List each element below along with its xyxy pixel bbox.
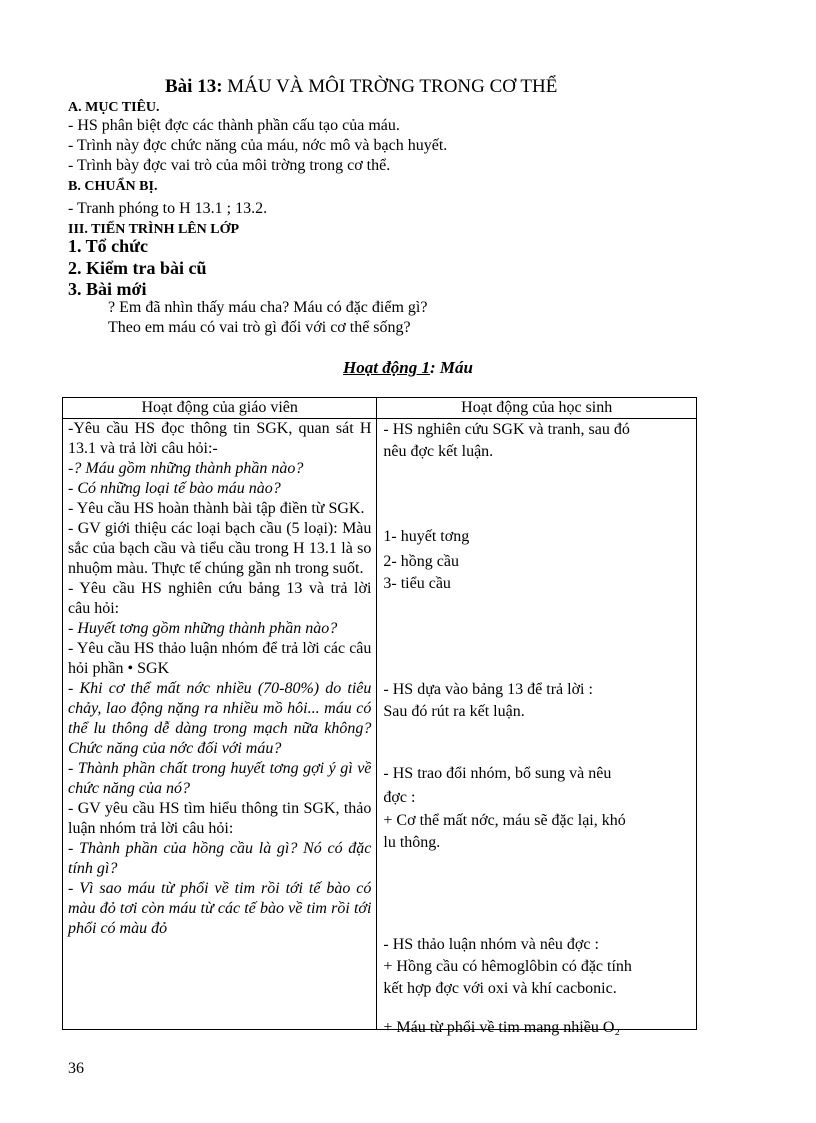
teacher-question: - Thành phần của hồng cầu là gì? Nó có đặc tính gì? <box>68 840 372 877</box>
answer-item: 1- huyết tơng <box>383 528 470 545</box>
activity-topic: : Máu <box>429 358 473 377</box>
student-line: đợc : <box>383 789 416 806</box>
intro-question: ? Em đã nhìn thấy máu cha? Máu có đặc điểm gì? <box>108 299 428 316</box>
teacher-activities-cell <box>63 419 377 1030</box>
lesson-colon: : <box>216 76 223 97</box>
lesson-title <box>165 76 557 98</box>
teacher-step: - Yêu cầu HS thảo luận nhóm để trả lời các câu hỏi phần • SGK <box>68 640 372 677</box>
student-line: kết hợp đợc với oxi và khí cacbonic. <box>383 980 617 997</box>
activity-label: Hoạt động 1 <box>343 358 430 377</box>
student-column-header: Hoạt động của học sinh <box>377 398 697 419</box>
teacher-question: -? Máu gồm những thành phần nào? <box>68 460 304 477</box>
step-review: 2. Kiểm tra bài cũ <box>68 258 207 278</box>
student-line: + Hồng cầu có hêmoglôbin có đặc tính <box>383 958 632 975</box>
teacher-step: - Yêu cầu HS hoàn thành bài tập điền từ SGK. <box>68 500 365 517</box>
activity-table <box>62 397 697 1036</box>
teacher-question: - Huyết tơng gồm những thành phần nào? <box>68 620 338 637</box>
teacher-column-header: Hoạt động của giáo viên <box>63 398 377 419</box>
student-line: - HS nghiên cứu SGK và tranh, sau đó <box>383 421 630 438</box>
objective-item: - Trình này đợc chức năng của máu, nớc mô và bạch huyết. <box>68 137 448 154</box>
teacher-step: - GV giới thiệu các loại bạch cầu (5 loại): Màu sắc của bạch cầu và tiểu cầu trong H 13.1 là so nhuộm màu. Thực tế chúng gần nh trong suốt. <box>68 520 372 577</box>
teacher-question: - Khi cơ thể mất nớc nhiều (70-80%) do tiêu chảy, lao động nặng ra nhiều mồ hôi... máu có thể lu thông dễ dàng trong mạch nữa không? Chức năng của nớc đối với máu? <box>68 680 372 757</box>
student-line: + Máu từ phổi về tim mang nhiều O₂ <box>383 1019 620 1036</box>
teacher-question: - Có những loại tế bào máu nào? <box>68 480 281 497</box>
objective-item: - Trình bày đợc vai trò của môi trờng trong cơ thể. <box>68 157 391 174</box>
lesson-number: Bài 13 <box>165 76 217 97</box>
teacher-step: - GV yêu cầu HS tìm hiểu thông tin SGK, thảo luận nhóm trả lời câu hỏi: <box>68 800 372 837</box>
student-line: - HS thảo luận nhóm và nêu đợc : <box>383 936 599 953</box>
student-line: nêu đợc kết luận. <box>383 443 494 460</box>
student-line: Sau đó rút ra kết luận. <box>383 703 525 720</box>
student-line: - HS dựa vào bảng 13 để trả lời : <box>383 681 593 698</box>
student-line: + Cơ thể mất nớc, máu sẽ đặc lại, khó <box>383 812 626 829</box>
answer-item: 3- tiểu cầu <box>383 575 451 592</box>
intro-question: Theo em máu có vai trò gì đối với cơ thể sống? <box>108 319 411 336</box>
student-line: - HS trao đổi nhóm, bổ sung và nêu <box>383 765 612 782</box>
page-number: 36 <box>68 1060 84 1077</box>
section-b-heading: B. CHUẨN BỊ. <box>68 179 158 194</box>
answer-item: 2- hồng cầu <box>383 553 459 570</box>
teacher-step: - Yêu cầu HS nghiên cứu bảng 13 và trả lời câu hỏi: <box>68 580 372 617</box>
lesson-title-text: MÁU VÀ MÔI TRỜNG TRONG CƠ THỂ <box>222 76 558 97</box>
preparation-item: - Tranh phóng to H 13.1 ; 13.2. <box>68 200 268 217</box>
activity-heading <box>0 358 816 378</box>
teacher-question: - Vì sao máu từ phổi về tim rồi tới tế bào có màu đỏ tơi còn máu từ các tế bào về tim rồi tới phổi có màu đỏ <box>68 880 372 937</box>
objective-item: - HS phân biệt đợc các thành phần cấu tạo của máu. <box>68 117 400 134</box>
step-organization: 1. Tổ chức <box>68 236 148 256</box>
teacher-question: - Thành phần chất trong huyết tơng gợi ý gì về chức năng của nó? <box>68 760 372 797</box>
student-activities-cell <box>377 419 697 1036</box>
step-new-lesson: 3. Bài mới <box>68 279 147 299</box>
section-a-heading: A. MỤC TIÊU. <box>68 100 160 115</box>
teacher-step: -Yêu cầu HS đọc thông tin SGK, quan sát H 13.1 và trả lời câu hỏi:- <box>68 420 372 457</box>
section-c-heading: III. TIẾN TRÌNH LÊN LỚP <box>68 222 240 237</box>
student-line: lu thông. <box>383 834 441 851</box>
